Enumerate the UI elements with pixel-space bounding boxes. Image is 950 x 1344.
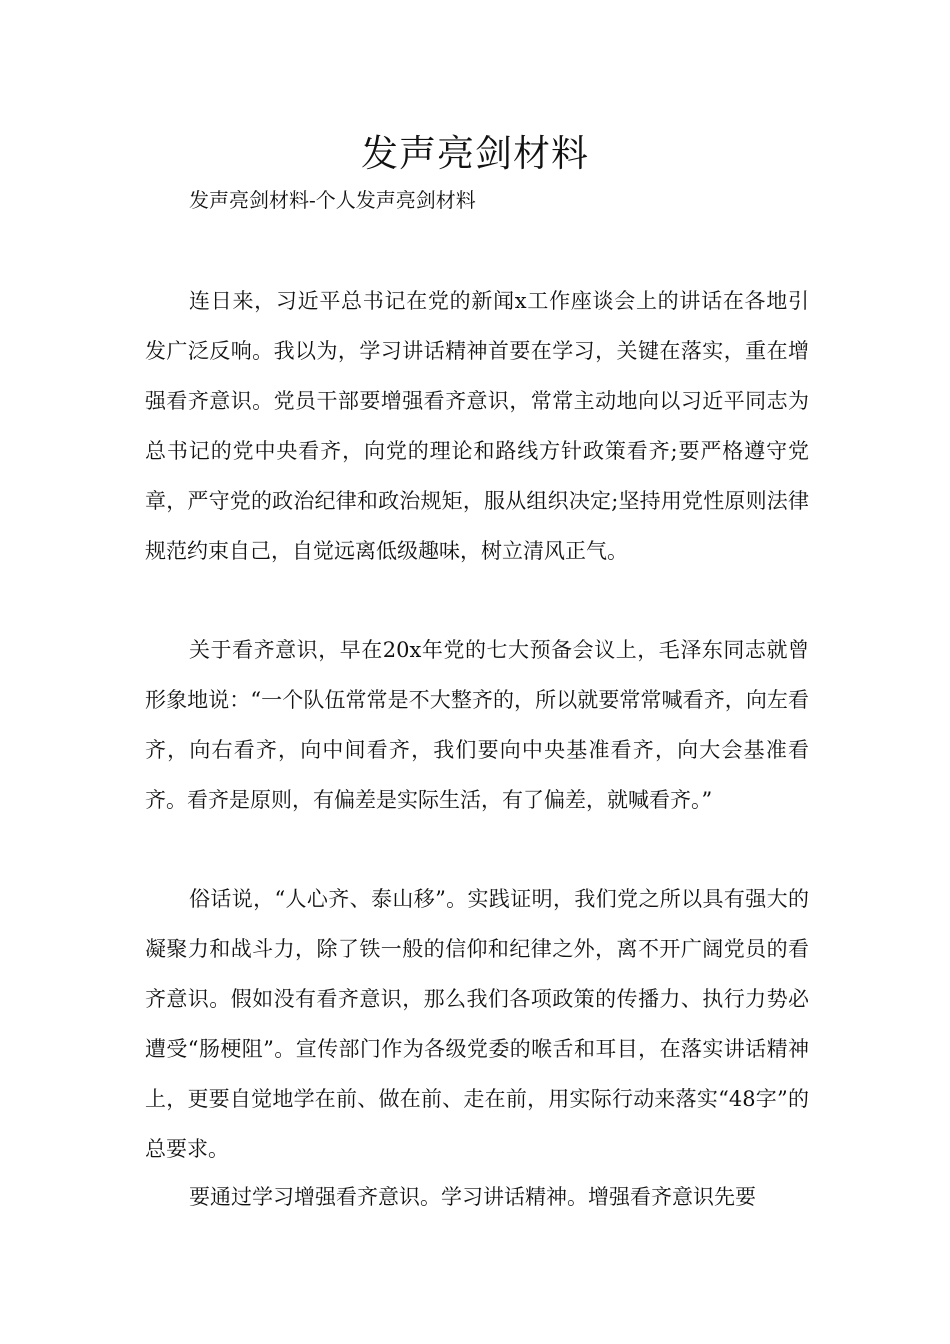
- paragraph-4: 要通过学习增强看齐意识。学习讲话精神。增强看齐意识先要: [189, 1185, 756, 1209]
- paragraph-1: 连日来，习近平总书记在党的新闻x工作座谈会上的讲话在各地引发广泛反响。我以为，学习讲话精神首要在学习，关键在落实，重在增强看齐意识。党员干部要增强看齐意识，常常主动地向以习近平同志为总书记的党中央看齐，向党的理论和路线方针政策看齐;要严格遵守党章，严守党的政治纪律和政治规矩，服从组织决定;坚持用党性原则法律规范约束自己，自觉远离低级趣味，树立清风正气。: [145, 289, 809, 563]
- document-title: 发声亮剑材料: [361, 132, 589, 175]
- paragraph-3: 俗话说，“人心齐、泰山移”。实践证明，我们党之所以具有强大的凝聚力和战斗力，除了铁一般的信仰和纪律之外，离不开广阔党员的看齐意识。假如没有看齐意识，那么我们各项政策的传播力、执行力势必遭受“肠梗阻”。宣传部门作为各级党委的喉舌和耳目，在落实讲话精神上，更要自觉地学在前、做在前、走在前，用实际行动来落实“48字”的总要求。: [145, 887, 809, 1161]
- document-subtitle: 发声亮剑材料-个人发声亮剑材料: [189, 188, 476, 212]
- paragraph-2: 关于看齐意识，早在20x年党的七大预备会议上，毛泽东同志就曾形象地说：“一个队伍常常是不大整齐的，所以就要常常喊看齐，向左看齐，向右看齐，向中间看齐，我们要向中央基准看齐，向大会基准看齐。看齐是原则，有偏差是实际生活，有了偏差，就喊看齐。”: [145, 638, 809, 812]
